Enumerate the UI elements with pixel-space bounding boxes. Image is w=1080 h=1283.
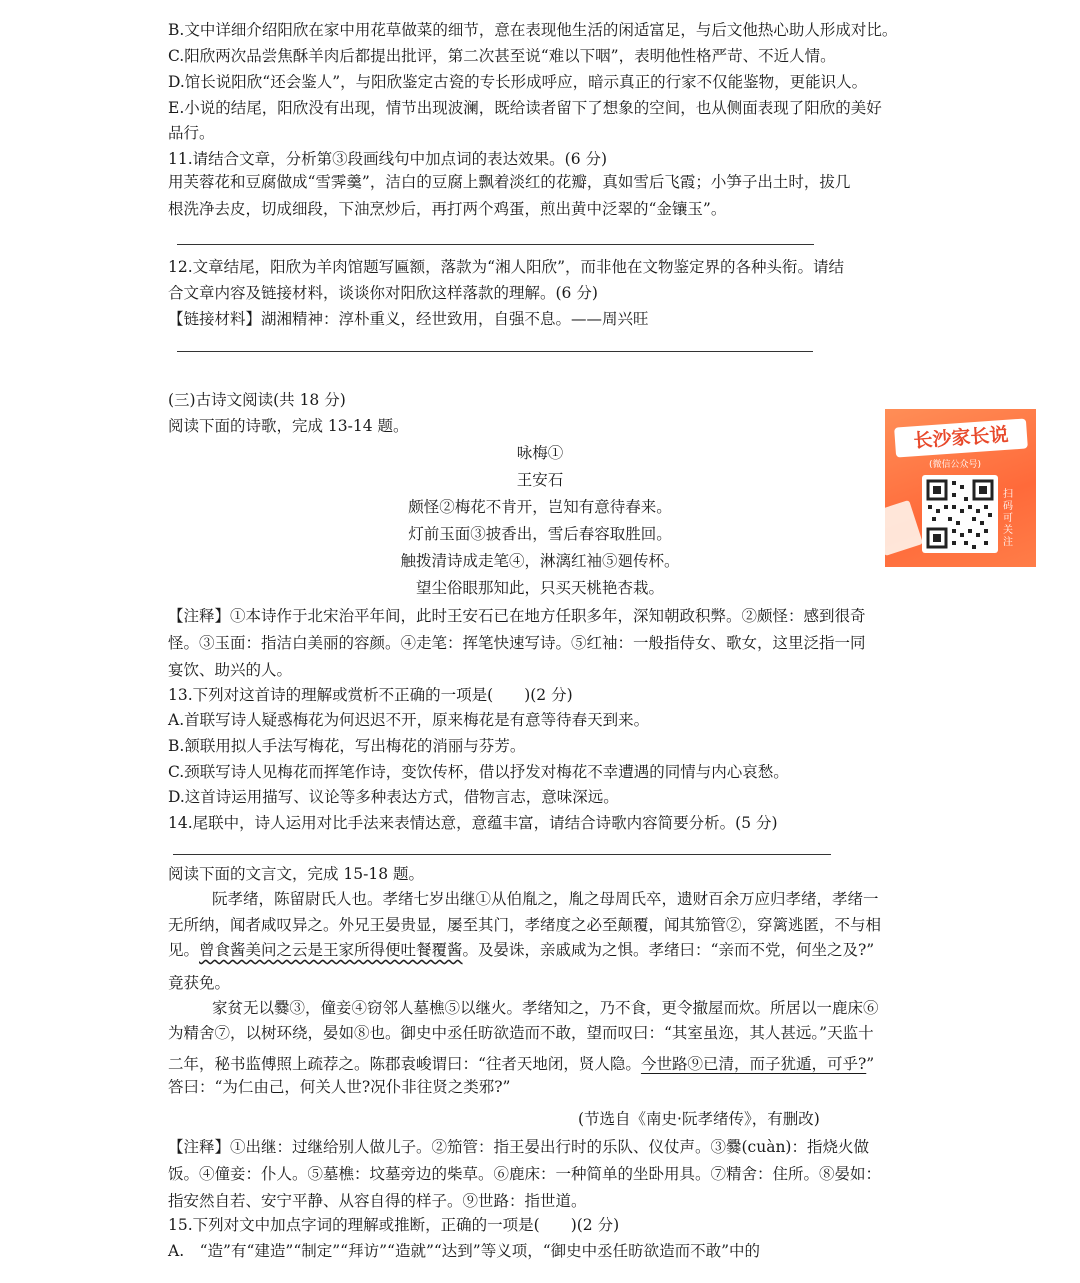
question-12-line1: 12.文章结尾，阳欣为羊肉馆题写匾额，落款为“湘人阳欣”，而非他在文物鉴定界的各种头衔。请结: [168, 258, 845, 276]
underlined-sentence: 今世路⑨已清，而子犹遁，可乎?: [640, 1055, 867, 1073]
poem-note-line1: 【注释】①本诗作于北宋治平年间，此时王安石已在地方任职多年，深知朝政积弊。②颇怪：感到很奇: [168, 607, 866, 625]
question-13-a: A.首联写诗人疑惑梅花为何迟迟不开，原来梅花是有意等待春天到来。: [168, 711, 650, 729]
choice-b: B.文中详细介绍阳欣在家中用花草做菜的细节，意在表现他生活的闲适富足，与后文他热心助人形成对比。: [168, 21, 898, 39]
prose-source: (节选自《南史·阮孝绪传》，有删改): [578, 1110, 820, 1128]
question-13-b: B.颔联用拟人手法写梅花，写出梅花的消丽与芬芳。: [168, 737, 526, 755]
prose-p1-line1: 阮孝绪，陈留尉氏人也。孝绪七岁出继①从伯胤之，胤之母周氏卒，遗财百余万应归孝绪，孝绪一: [212, 890, 879, 908]
promo-subtitle: (微信公众号): [929, 460, 982, 470]
question-12-line2: 合文章内容及链接材料，谈谈你对阳欣这样落款的理解。(6 分): [168, 284, 598, 302]
question-15-a: A. “造”有“建造”“制定”“拜访”“造就”“达到”等义项，“御史中丞任昉欲造而不敢”中的: [168, 1242, 761, 1260]
prose-p2-line1: 家贫无以爨③，僮妾④窃邻人墓樵⑤以继火。孝绪知之，乃不食，更令撤屋而炊。所居以一鹿床⑥: [212, 999, 879, 1017]
poem-line-3: 触拨清诗成走笔④，淋漓红袖⑤廻传杯。: [400, 552, 680, 570]
choice-e-line1: E.小说的结尾，阳欣没有出现，情节出现波澜，既给读者留下了想象的空间，也从侧面表现了阳欣的美好: [168, 99, 882, 117]
poem-line-2: 灯前玉面③披香出，雪后春容取胜回。: [408, 525, 672, 543]
prose-p1-line3: [168, 940, 874, 960]
poem-note-line3: 宴饮、助兴的人。: [168, 661, 293, 679]
prose-p2-line3: [168, 1054, 874, 1074]
decorative-card: [885, 500, 923, 556]
choice-c: C.阳欣两次品尝焦酥羊肉后都提出批评，第二次甚至说“难以下咽”，表明他性格严苛、不近人情。: [168, 47, 836, 65]
prose-text: ”: [866, 1055, 875, 1073]
prose-note-line2: 饭。④僮妾：仆人。⑤墓樵：坟墓旁边的柴草。⑥鹿床：一种简单的坐卧用具。⑦精舍：住所。⑧晏如：: [168, 1165, 882, 1183]
choice-d: D.馆长说阳欣“还会鉴人”，与阳欣鉴定古瓷的专长形成呼应，暗示真正的行家不仅能鉴物，更能识人。: [168, 73, 868, 91]
promo-badge[interactable]: [885, 409, 1036, 567]
wavy-underlined-sentence: 曾食酱美问之云是王家所得便吐餐覆酱: [199, 941, 463, 959]
prose-note-line3: 指安然自若、安宁平静、从容自得的样子。⑨世路：指世道。: [168, 1192, 587, 1210]
prose-text: 二年，秘书监傅照上疏荐之。陈郡袁峻谓曰：“往者天地闭，贤人隐。: [168, 1055, 641, 1073]
question-15: 15.下列对文中加点字词的理解或推断，正确的一项是( )(2 分): [168, 1216, 620, 1234]
answer-line-14: [173, 854, 831, 855]
question-11-quote-line2: 根洗净去皮，切成细段，下油烹炒后，再打两个鸡蛋，煎出黄中泛翠的“金镶玉”。: [168, 200, 727, 218]
poem-instruction: 阅读下面的诗歌，完成 13-14 题。: [168, 417, 409, 435]
answer-line-11: [177, 244, 814, 245]
poem-title: 咏梅①: [516, 444, 564, 462]
question-13-c: C.颈联写诗人见梅花而挥笔作诗，变饮传杯，借以抒发对梅花不幸遭遇的同情与内心哀愁。: [168, 763, 789, 781]
poem-note-line2: 怪。③玉面：指洁白美丽的容颜。④走笔：挥笔快速写诗。⑤红袖：一般指侍女、歌女，这里泛指一同: [168, 634, 866, 652]
prose-text: 。及晏诛，亲戚咸为之惧。孝绪曰：“亲而不党，何坐之及?”: [462, 941, 875, 959]
promo-title: 长沙家长说: [894, 418, 1028, 457]
answer-line-12: [177, 351, 813, 352]
question-13: 13.下列对这首诗的理解或赏析不正确的一项是( )(2 分): [168, 686, 573, 704]
prose-p1-line2: 无所纳，闻者咸叹异之。外兄王晏贵显，屡至其门，孝绪度之必至颠覆，闻其笳管②，穿篱逃匿，不与相: [168, 916, 882, 934]
question-13-d: D.这首诗运用描写、议论等多种表达方式，借物言志，意味深远。: [168, 788, 619, 806]
prose-text: 见。: [168, 941, 200, 959]
prose-p1-line4: 竟获免。: [168, 974, 231, 992]
qr-code-icon[interactable]: [922, 475, 998, 553]
question-11-quote-line1: 用芙蓉花和豆腐做成“雪霁羹”，洁白的豆腐上飘着淡红的花瓣，真如雪后飞霞；小笋子出土时，拔几: [168, 173, 851, 191]
poem-line-4: 望尘俗眼那知此，只买天桃艳杏栽。: [415, 579, 664, 597]
section-3-heading: (三)古诗文阅读(共 18 分): [168, 391, 346, 409]
promo-scan-hint: 扫码可关注: [1003, 489, 1013, 548]
choice-e-line2: 品行。: [168, 124, 215, 142]
question-11: 11.请结合文章，分析第③段画线句中加点词的表达效果。(6 分): [168, 150, 608, 168]
prose-p2-line2: 为精舍⑦，以树环绕，晏如⑧也。御史中丞任昉欲造而不敢，望而叹曰：“其室虽迩，其人甚远。”天监十: [168, 1024, 874, 1042]
prose-instruction: 阅读下面的文言文，完成 15-18 题。: [168, 865, 425, 883]
poem-line-1: 颇怪②梅花不肯开，岂知有意待春来。: [408, 498, 672, 516]
question-14: 14.尾联中，诗人运用对比手法来表情达意，意蕴丰富，请结合诗歌内容简要分析。(5 分): [168, 814, 778, 832]
prose-p2-line4: 答曰：“为仁由己，何关人世?况仆非往贤之类邪?”: [168, 1078, 511, 1096]
link-material: 【链接材料】湖湘精神：淳朴重义，经世致用，自强不息。——周兴旺: [168, 310, 649, 328]
prose-note-line1: 【注释】①出继：过继给别人做儿子。②笳管：指王晏出行时的乐队、仪仗声。③爨(cuàn)：指烧火做: [168, 1138, 869, 1156]
poem-author: 王安石: [516, 471, 564, 489]
